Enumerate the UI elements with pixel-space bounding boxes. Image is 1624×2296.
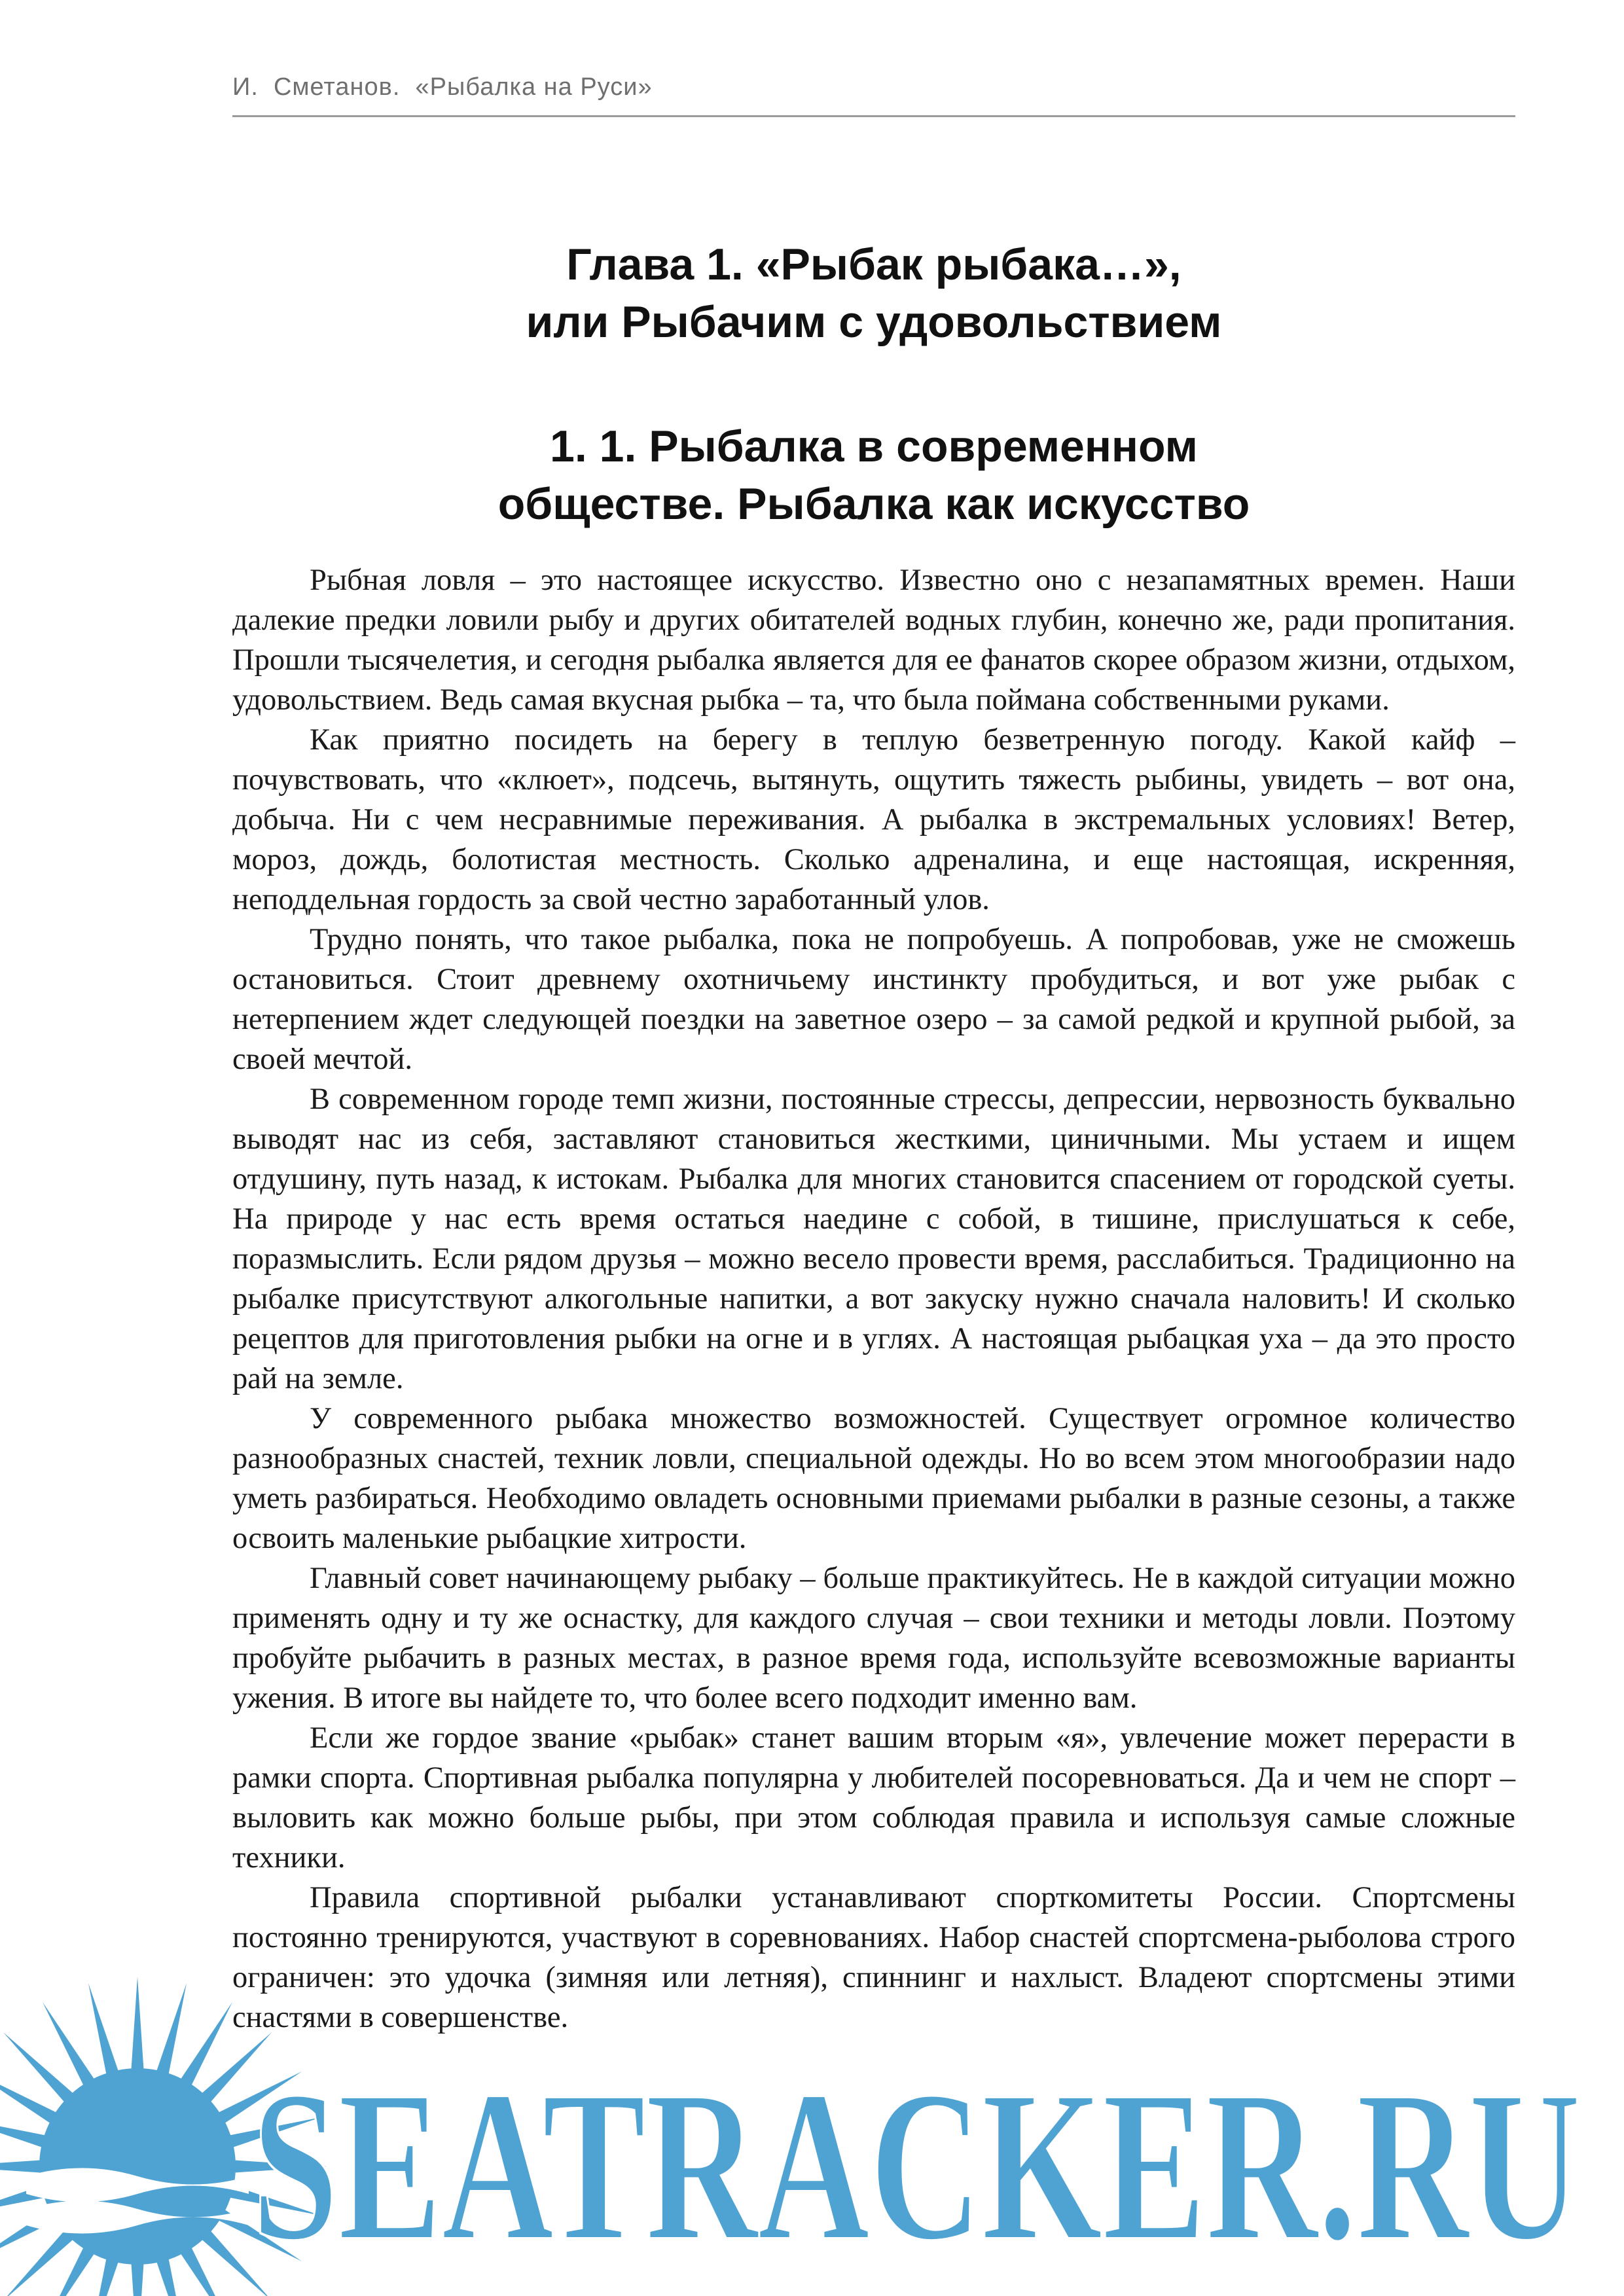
- chapter-title-line-2: или Рыбачим с удовольствием: [526, 297, 1222, 347]
- sun-ray-icon: [131, 1977, 144, 2075]
- watermark-text: SEATRACKER.RU: [252, 2047, 1581, 2286]
- section-title: [232, 418, 1515, 533]
- body-text: [232, 560, 1515, 2037]
- paragraph: Правила спортивной рыбалки устанавливают спорткомитеты России. Спортсмены постоянно тренируются, участвуют в соревнованиях. Набор снастей спортсмена-рыболова строго ограничен: это удочка (зимняя или летняя), спиннинг и нахлыст. Владеют спортсмены этими снастями в совершенстве.: [232, 1881, 1515, 2034]
- paragraph: У современного рыбака множество возможностей. Существует огромное количество разнообразных снастей, техник ловли, специальной одежды. Но во всем этом многообразии надо уметь разбираться. Необходимо овладеть основными приемами рыбалки в разные сезоны, а также освоить маленькие рыбацкие хитрости.: [232, 1402, 1515, 1555]
- paragraph: Если же гордое звание «рыбак» станет вашим вторым «я», увлечение может перерасти в рамки спорта. Спортивная рыбалка популярна у любителей посоревноваться. Да и чем не спорт – выловить как можно больше рыбы, при этом соблюдая правила и используя самые сложные техники.: [232, 1721, 1515, 1874]
- running-header: И. Сметанов. «Рыбалка на Руси»: [232, 73, 653, 101]
- sun-ray-icon: [0, 2160, 46, 2173]
- chapter-title-line-1: Глава 1. «Рыбак рыбака…»,: [566, 240, 1182, 289]
- sun-disc-icon: [39, 2068, 236, 2265]
- section-title-line-2: обществе. Рыбалка как искусство: [497, 479, 1250, 529]
- paragraph: Трудно понять, что такое рыбалка, пока не попробуешь. А попробовав, уже не сможешь остановиться. Стоит древнему охотничьему инстинкту пробудиться, и вот уже рыбак с нетерпением ждет следующей поездки на заветное озеро – за самой редкой и крупной рыбой, за своей мечтой.: [232, 923, 1515, 1076]
- header-rule: [232, 115, 1515, 117]
- sun-ray-icon: [88, 1983, 120, 2080]
- paragraph: В современном городе темп жизни, постоянные стрессы, депрессии, нервозность буквально выводят нас из себя, заставляют становиться жесткими, циничными. Мы устаем и ищем отдушину, путь назад, к истокам. Рыбалка для многих становится спасением от городской суеты. На природе у нас есть время остаться наедине с собой, в тишине, прислушаться к себе, поразмыслить. Если рядом друзья – можно весело провести время, расслабиться. Традиционно на рыбалке присутствуют алкогольные напитки, а вот закуску нужно сначала наловить! И сколько рецептов для приготовления рыбки на огне и в углях. А настоящая рыбацкая уха – да это просто рай на земле.: [232, 1083, 1515, 1395]
- section-title-line-1: 1. 1. Рыбалка в современном: [550, 422, 1198, 471]
- paragraph: Главный совет начинающему рыбаку – больше практикуйтесь. Не в каждой ситуации можно применять одну и ту же оснастку, для каждого случая – свои техники и методы ловли. Поэтому пробуйте рыбачить в разных местах, в разное время года, используйте всевозможные варианты ужения. В итоге вы найдете то, что более всего подходит именно вам.: [232, 1562, 1515, 1715]
- paragraph: Рыбная ловля – это настоящее искусство. Известно оно с незапамятных времен. Наши далекие предки ловили рыбу и других обитателей водных глубин, конечно же, ради пропитания. Прошли тысячелетия, и сегодня рыбалка является для ее фанатов скорее образом жизни, отдыхом, удовольствием. Ведь самая вкусная рыбка – та, что была поймана собственными руками.: [232, 564, 1515, 717]
- paragraph: Как приятно посидеть на берегу в теплую безветренную погоду. Какой кайф – почувствовать, что «клюет», подсечь, вытянуть, ощутить тяжесть рыбины, увидеть – вот она, добыча. Ни с чем несравнимые переживания. А рыбалка в экстремальных условиях! Ветер, мороз, дождь, болотистая местность. Сколько адреналина, и еще настоящая, искренняя, неподдельная гордость за свой честно заработанный улов.: [232, 723, 1515, 916]
- seatracker-watermark: [0, 1950, 1624, 2296]
- page-number: 7: [1496, 2108, 1509, 2138]
- sun-ray-icon: [154, 1983, 187, 2080]
- chapter-title: [232, 236, 1515, 351]
